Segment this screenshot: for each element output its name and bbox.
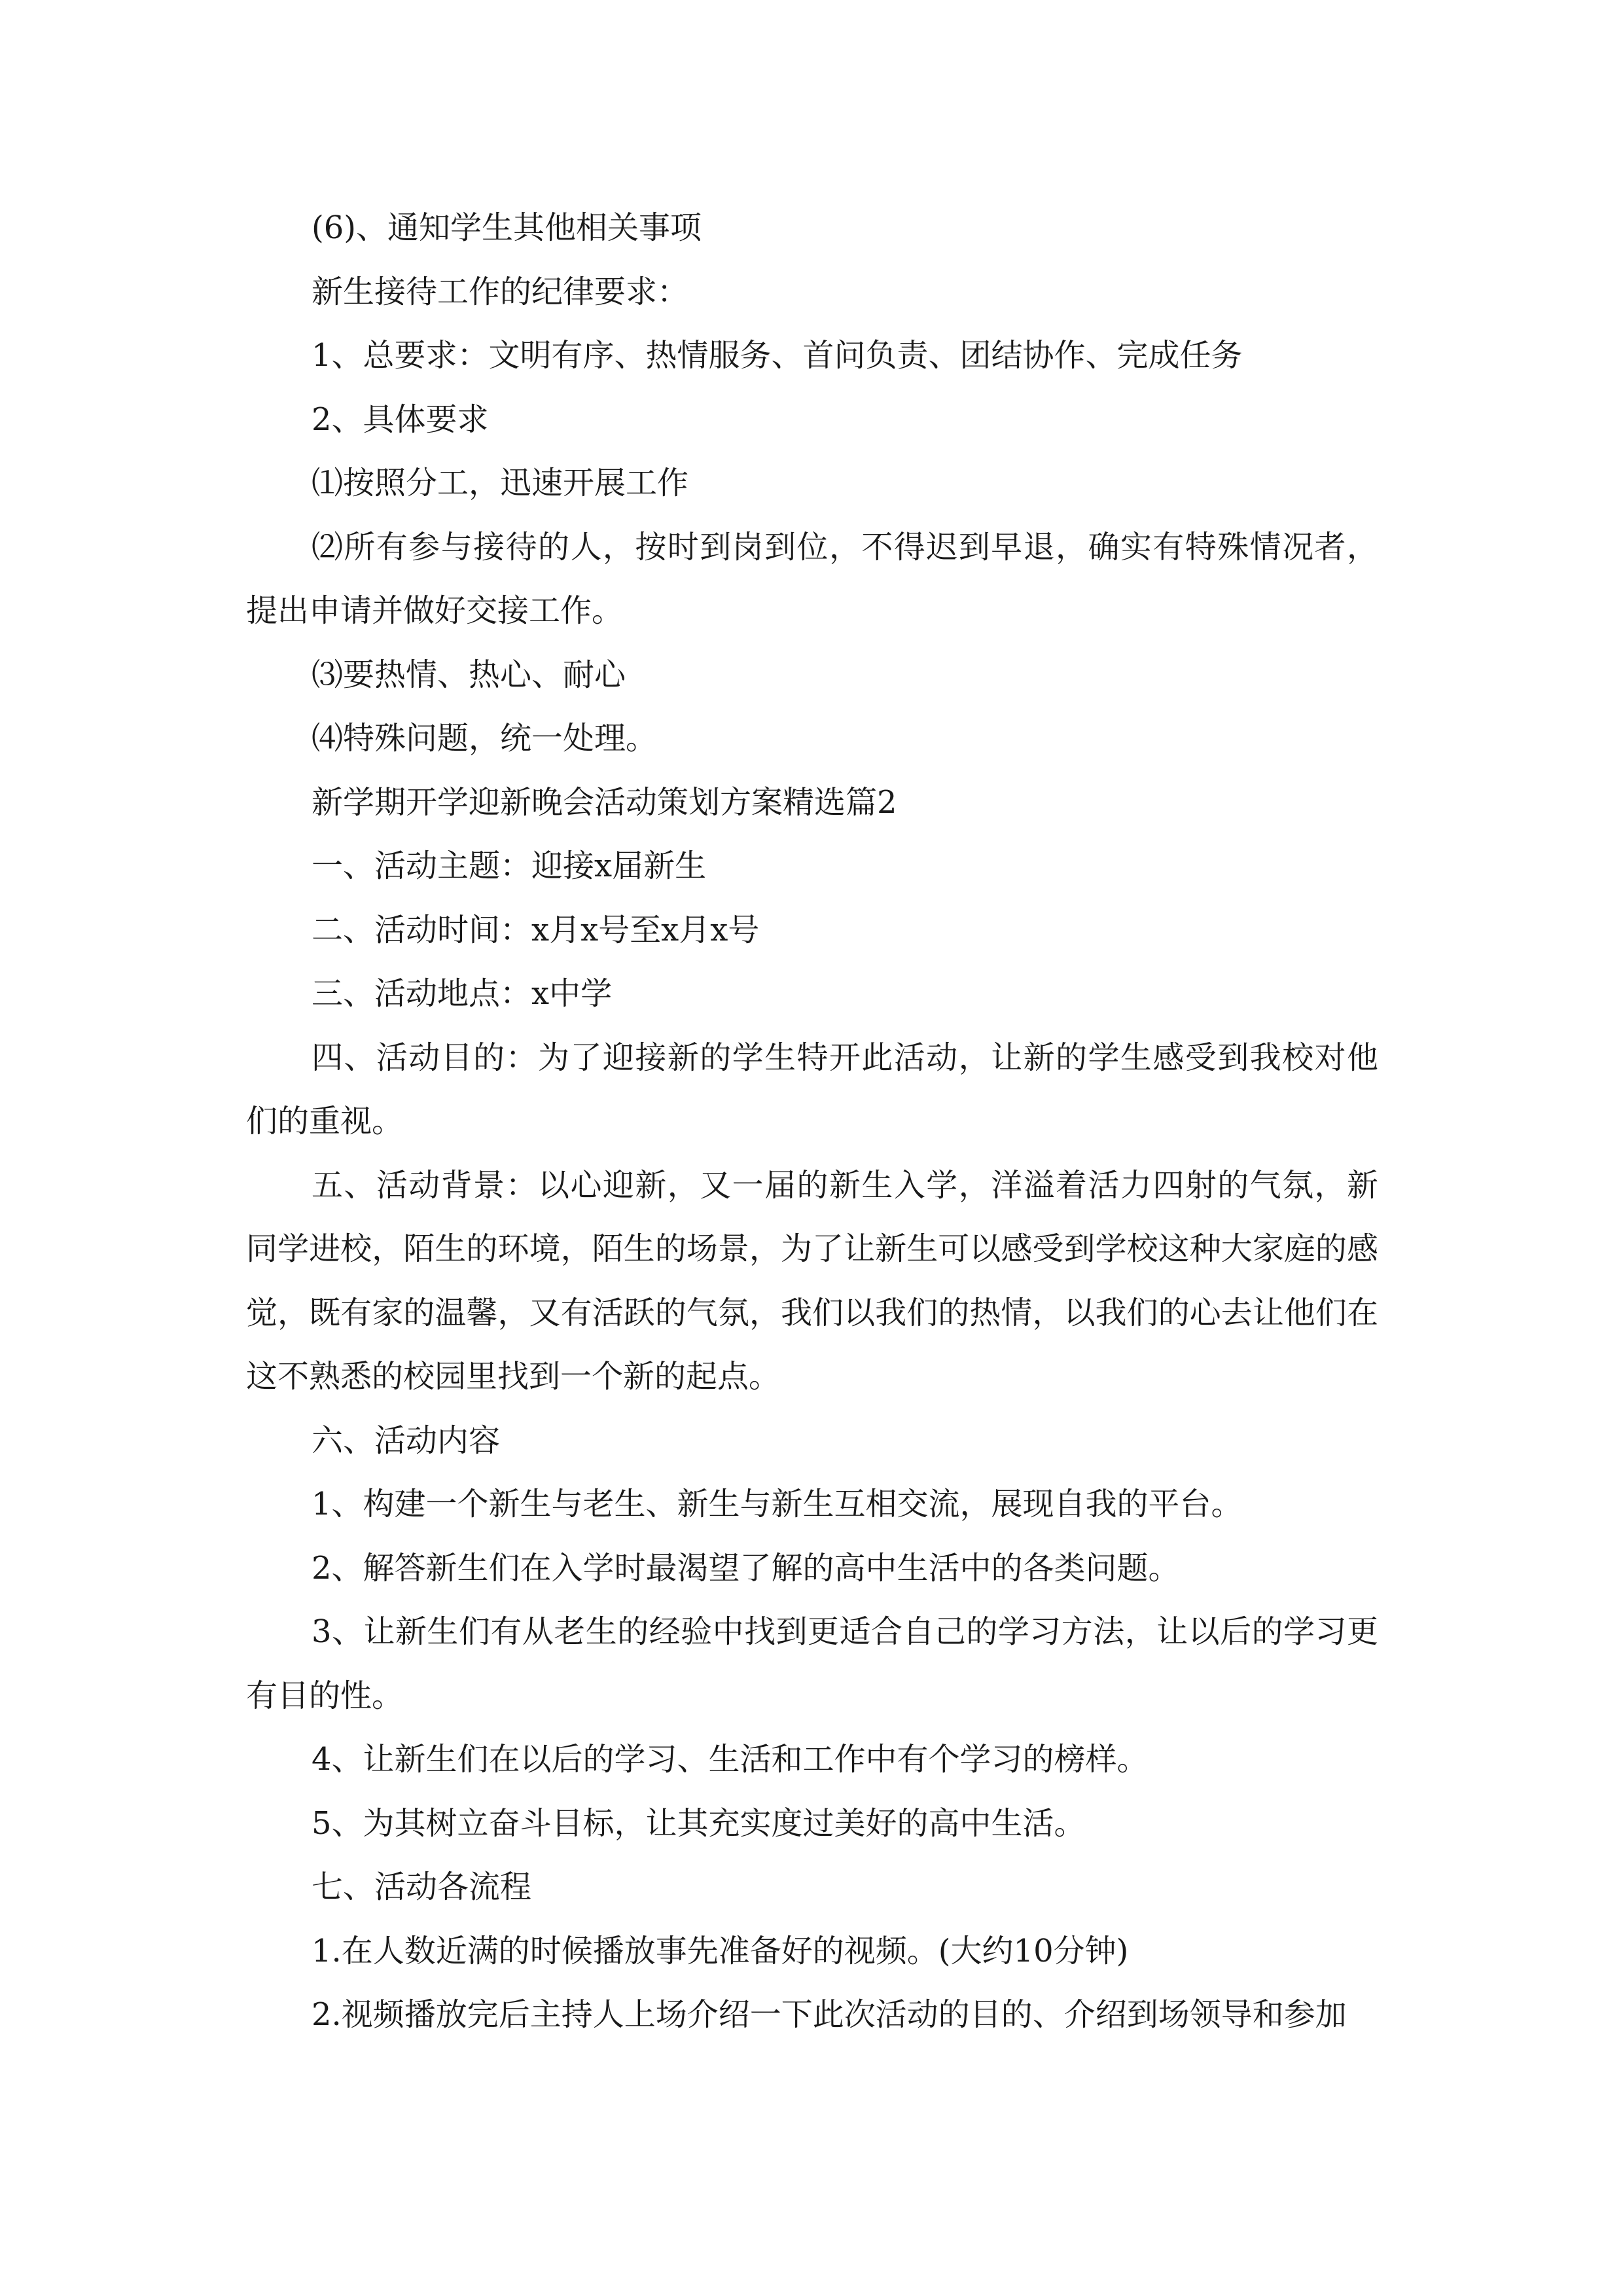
paragraph: 新生接待工作的纪律要求：: [312, 273, 689, 310]
paragraph: 四、活动目的：为了迎接新的学生特开此活动，让新的学生感受到我校对他们的重视。: [246, 1039, 1378, 1139]
paragraph: 七、活动各流程: [312, 1869, 532, 1905]
section-heading: 新学期开学迎新晚会活动策划方案精选篇2: [312, 783, 897, 821]
document-body: [246, 196, 1378, 2047]
paragraph: 3、让新生们有从老生的经验中找到更适合自己的学习方法，让以后的学习更有目的性。: [246, 1613, 1378, 1714]
paragraph: 一、活动主题：迎接x届新生: [312, 848, 707, 884]
paragraph: 1、总要求：文明有序、热情服务、首问负责、团结协作、完成任务: [312, 337, 1243, 374]
paragraph: ⑷特殊问题，统一处理。: [312, 720, 658, 757]
paragraph: ⑴按照分工，迅速开展工作: [312, 465, 689, 501]
paragraph: 2.视频播放完后主持人上场介绍一下此次活动的目的、介绍到场领导和参加: [312, 1996, 1347, 2033]
paragraph: 4、让新生们在以后的学习、生活和工作中有个学习的榜样。: [312, 1741, 1149, 1778]
paragraph: 1.在人数近满的时候播放事先准备好的视频。(大约10分钟): [312, 1932, 1129, 1969]
paragraph: 二、活动时间：x月x号至x月x号: [312, 911, 760, 948]
paragraph: 2、解答新生们在入学时最渴望了解的高中生活中的各类问题。: [312, 1549, 1180, 1587]
paragraph: 2、具体要求: [312, 401, 489, 438]
paragraph: ⑵所有参与接待的人，按时到岗到位，不得迟到早退，确实有特殊情况者，提出申请并做好交接工作。: [246, 528, 1378, 629]
paragraph: 5、为其树立奋斗目标，让其充实度过美好的高中生活。: [312, 1804, 1086, 1842]
paragraph: 五、活动背景：以心迎新，又一届的新生入学，洋溢着活力四射的气氛，新同学进校，陌生的环境，陌生的场景，为了让新生可以感受到学校这种大家庭的感觉，既有家的温馨，又有活跃的气氛，我们以我们的热情，以我们的心去让他们在这不熟悉的校园里找到一个新的起点。: [246, 1166, 1378, 1395]
paragraph: ⑶要热情、热心、耐心: [312, 656, 626, 693]
paragraph: (6)、通知学生其他相关事项: [312, 209, 702, 246]
paragraph: 六、活动内容: [312, 1422, 501, 1459]
paragraph: 三、活动地点：x中学: [312, 975, 613, 1012]
paragraph: 1、构建一个新生与老生、新生与新生互相交流，展现自我的平台。: [312, 1486, 1243, 1522]
